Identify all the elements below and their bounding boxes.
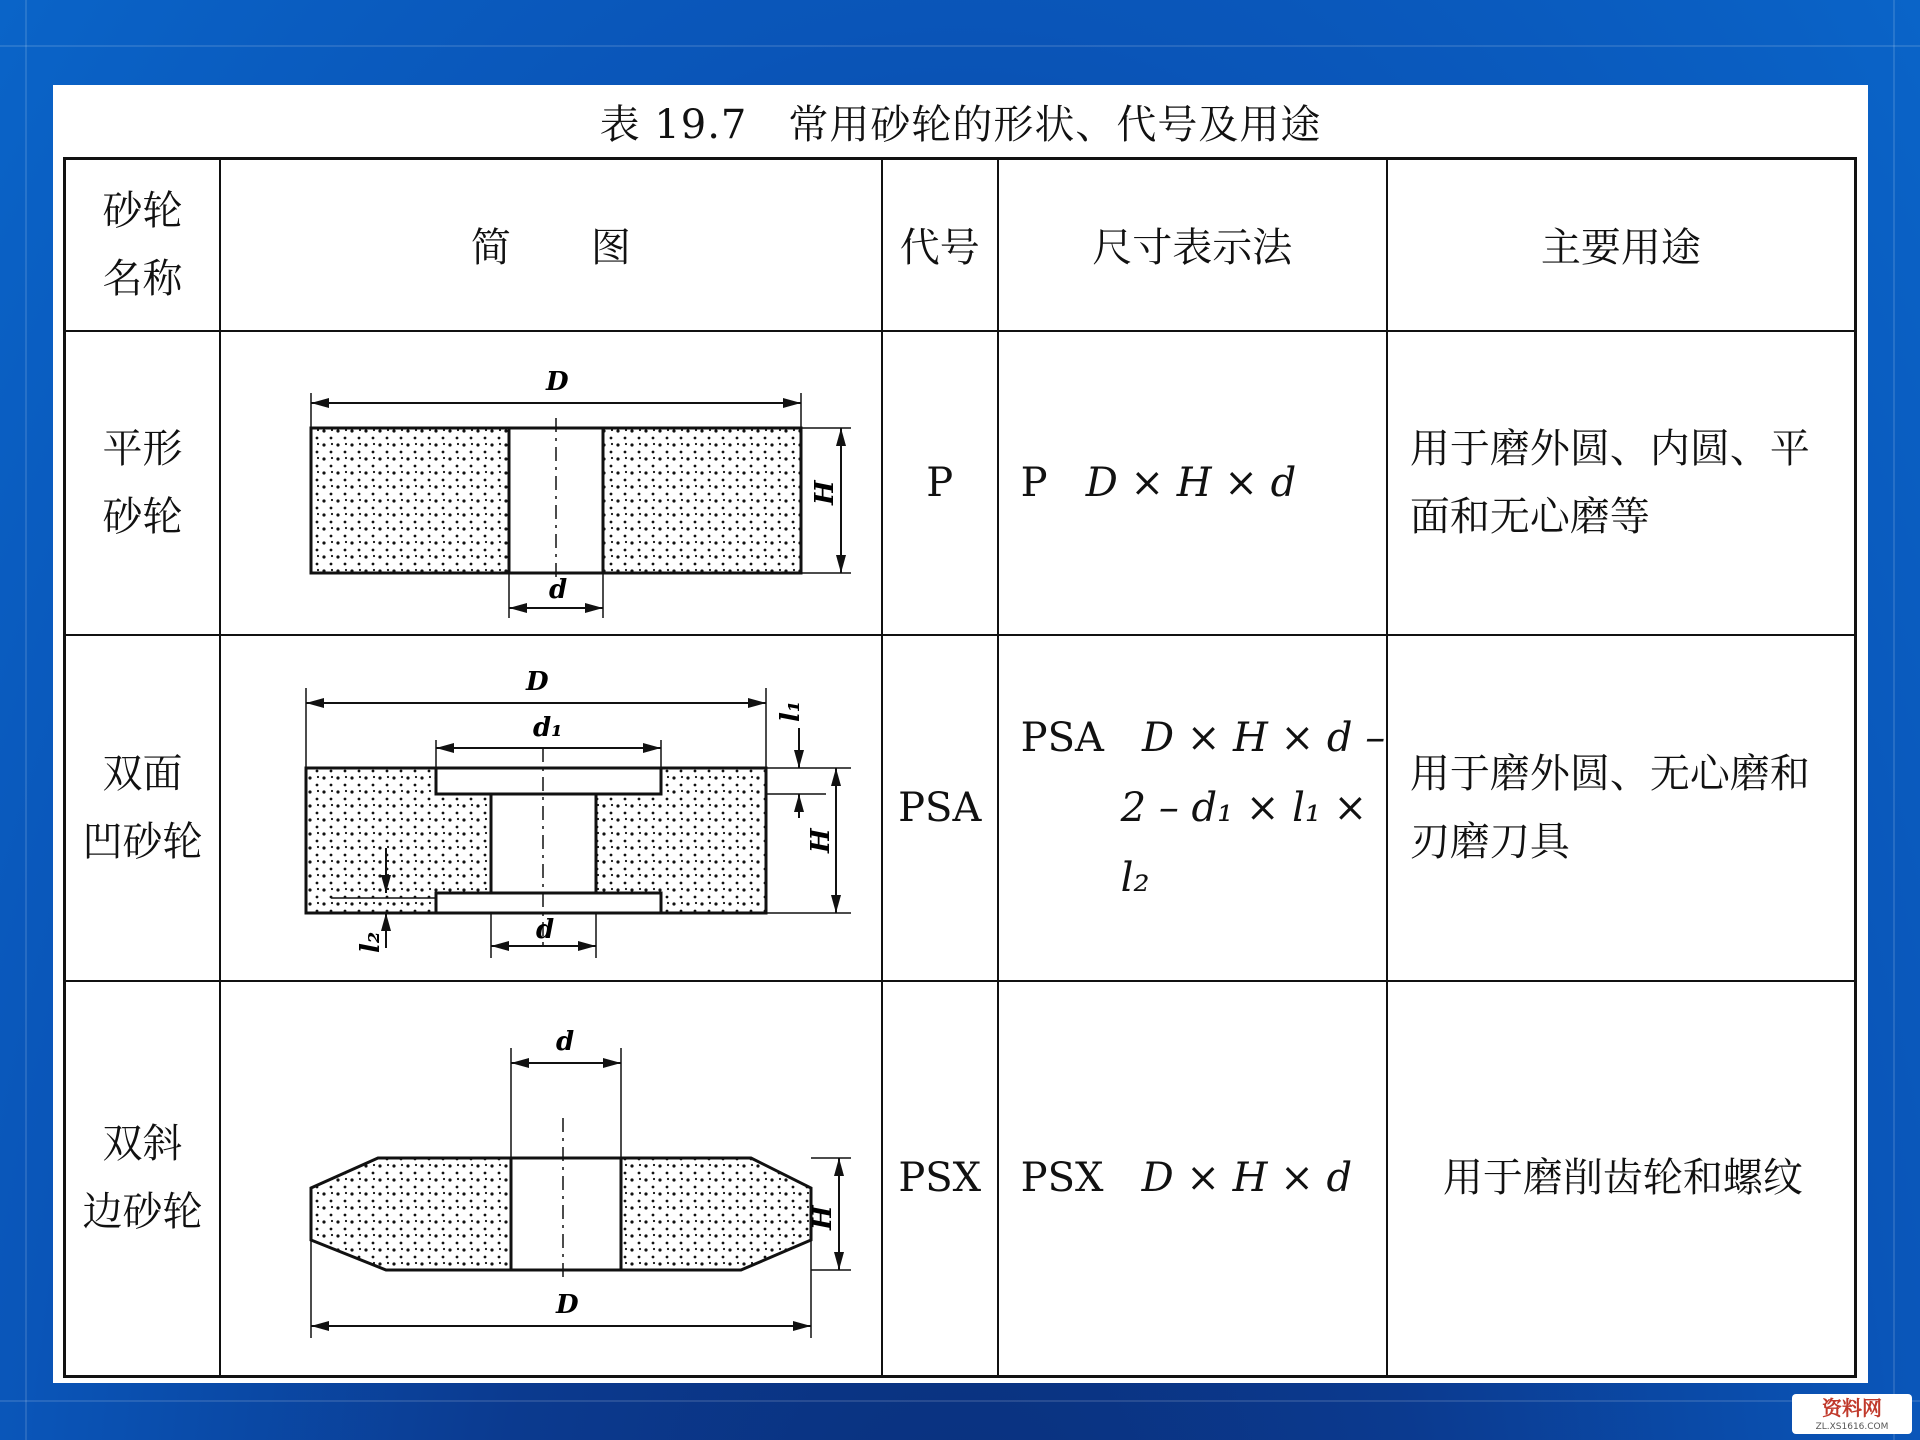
wheel-name-line2: 凹砂轮 [82, 818, 203, 865]
dim-H: H [805, 827, 836, 853]
dim-d: d [535, 914, 555, 945]
table-title: 表 19.7 常用砂轮的形状、代号及用途 [599, 102, 1322, 148]
header-code: 代号 [882, 159, 998, 331]
size-formula-line2: 2 – d₁ × l₁ × l₂ [1120, 784, 1368, 901]
grinding-wheel-table [63, 157, 1857, 1378]
table-row [65, 981, 1856, 1377]
wheel-use: 用于磨削齿轮和螺纹 [1387, 981, 1856, 1377]
wheel-use: 用于磨外圆、无心磨和刃磨刀具 [1387, 635, 1856, 981]
size-formula-line1: D × H × d – [1142, 714, 1386, 761]
site-logo [1792, 1394, 1912, 1434]
dim-d: d [548, 574, 568, 605]
wheel-name [65, 331, 221, 635]
dim-H: H [807, 1205, 838, 1231]
header-row [65, 159, 1856, 331]
size-prefix: PSX [1020, 1155, 1104, 1202]
logo-text: 资料网 [1822, 1396, 1882, 1420]
header-use: 主要用途 [1387, 159, 1856, 331]
dim-l1: l₁ [775, 700, 806, 722]
dim-d: d [555, 1027, 575, 1058]
size-prefix: P [1020, 459, 1048, 506]
dim-D: D [555, 1290, 579, 1321]
dim-D: D [545, 366, 569, 397]
double-recess-wheel-diagram [220, 635, 882, 981]
dim-H: H [809, 479, 840, 505]
header-diagram: 简 图 [220, 159, 882, 331]
wheel-name-line2: 边砂轮 [82, 1189, 203, 1236]
size-prefix: PSA [1020, 714, 1104, 761]
wheel-name-line1: 平形 [102, 425, 183, 472]
size-formula: D × H × d [1085, 459, 1297, 506]
table-row [65, 331, 1856, 635]
double-bevel-wheel-svg [251, 1008, 851, 1348]
wheel-use: 用于磨外圆、内圆、平面和无心磨等 [1387, 331, 1856, 635]
flat-wheel-diagram [220, 331, 882, 635]
wheel-name [65, 635, 221, 981]
wheel-name-line1: 双斜 [102, 1121, 183, 1168]
logo-subtext: ZL.XS1616.COM [1815, 1422, 1889, 1432]
table-sheet [53, 85, 1868, 1383]
header-size: 尺寸表示法 [998, 159, 1387, 331]
size-formula: D × H × d [1141, 1155, 1353, 1202]
wheel-size [998, 331, 1387, 635]
wheel-code: PSX [882, 981, 998, 1377]
dim-l2: l₂ [355, 931, 386, 953]
wheel-name [65, 981, 221, 1377]
flat-wheel-svg [251, 343, 851, 623]
table-row [65, 635, 1856, 981]
dim-D: D [525, 666, 549, 697]
header-name [65, 159, 221, 331]
wheel-size [998, 635, 1387, 981]
wheel-name-line1: 双面 [102, 750, 183, 797]
wheel-size [998, 981, 1387, 1377]
wheel-code: P [882, 331, 998, 635]
wheel-name-line2: 砂轮 [102, 493, 183, 540]
double-recess-wheel-svg [251, 648, 851, 968]
dim-d1: d₁ [532, 712, 563, 743]
header-name-line2: 名称 [102, 255, 183, 302]
double-bevel-wheel-diagram [220, 981, 882, 1377]
wheel-code: PSA [882, 635, 998, 981]
header-name-line1: 砂轮 [102, 187, 183, 234]
